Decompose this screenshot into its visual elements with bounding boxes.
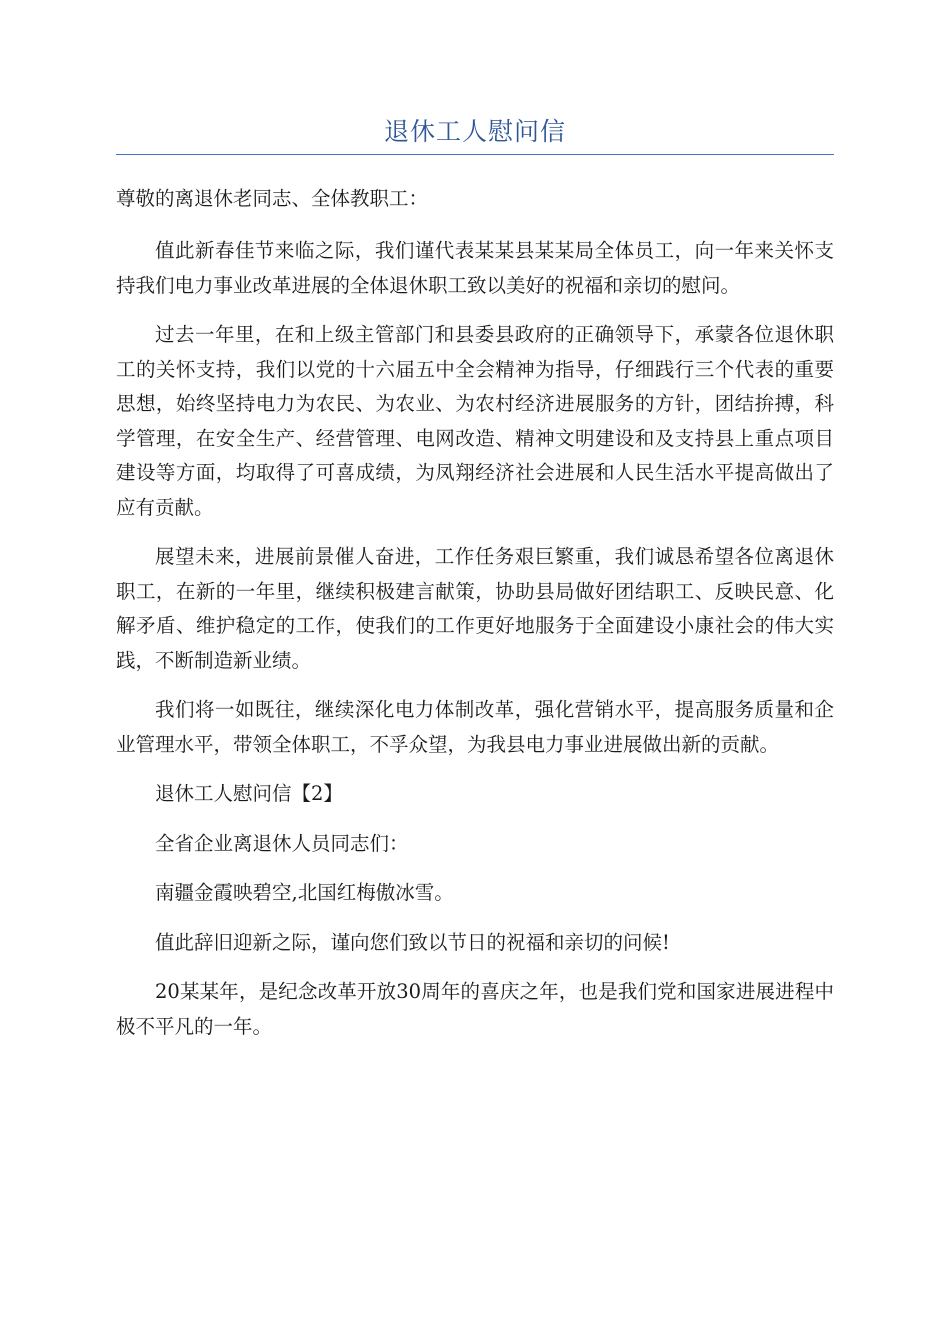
paragraph: 过去一年里，在和上级主管部门和县委县政府的正确领导下，承蒙各位退休职工的关怀支持，我们以党的十六届五中全会精神为指导，仔细践行三个代表的重要思想，始终坚持电力为农民、为农业、为农村经济进展服务的方针，团结拚搏，科学管理，在安全生产、经营管理、电网改造、精神文明建设和及支持县上重点项目建设等方面，均取得了可喜成绩，为凤翔经济社会进展和人民生活水平提高做出了应有贡献。 xyxy=(116,323,834,519)
paragraph: 南疆金霞映碧空,北国红梅傲冰雪。 xyxy=(155,881,454,904)
paragraph: 值此辞旧迎新之际，谨向您们致以节日的祝福和亲切的问候! xyxy=(155,930,670,954)
document-title: 退休工人慰问信 xyxy=(383,117,566,146)
paragraph: 值此新春佳节来临之际，我们谨代表某某县某某局全体员工，向一年来关怀支持我们电力事业改革进展的全体退休职工致以美好的祝福和亲切的慰问。 xyxy=(116,239,834,297)
paragraph: 我们将一如既往，继续深化电力体制改革，强化营销水平，提高服务质量和企业管理水平，带领全体职工，不孚众望，为我县电力事业进展做出新的贡献。 xyxy=(116,698,834,756)
paragraph: 20某某年，是纪念改革开放30周年的喜庆之年，也是我们党和国家进展进程中极不平凡的一年。 xyxy=(116,980,834,1038)
paragraph: 全省企业离退休人员同志们： xyxy=(155,831,409,855)
title-underline xyxy=(116,154,834,155)
section-heading: 退休工人慰问信【2】 xyxy=(155,782,343,805)
salutation: 尊敬的离退休老同志、全体教职工： xyxy=(116,187,429,210)
document-page xyxy=(116,112,834,1044)
paragraph: 展望未来，进展前景催人奋进，工作任务艰巨繁重，我们诚恳希望各位离退休职工，在新的一年里，继续积极建言献策，协助县局做好团结职工、反映民意、化解矛盾、维护稳定的工作，使我们的工作更好地服务于全面建设小康社会的伟大实践，不断制造新业绩。 xyxy=(116,545,834,672)
